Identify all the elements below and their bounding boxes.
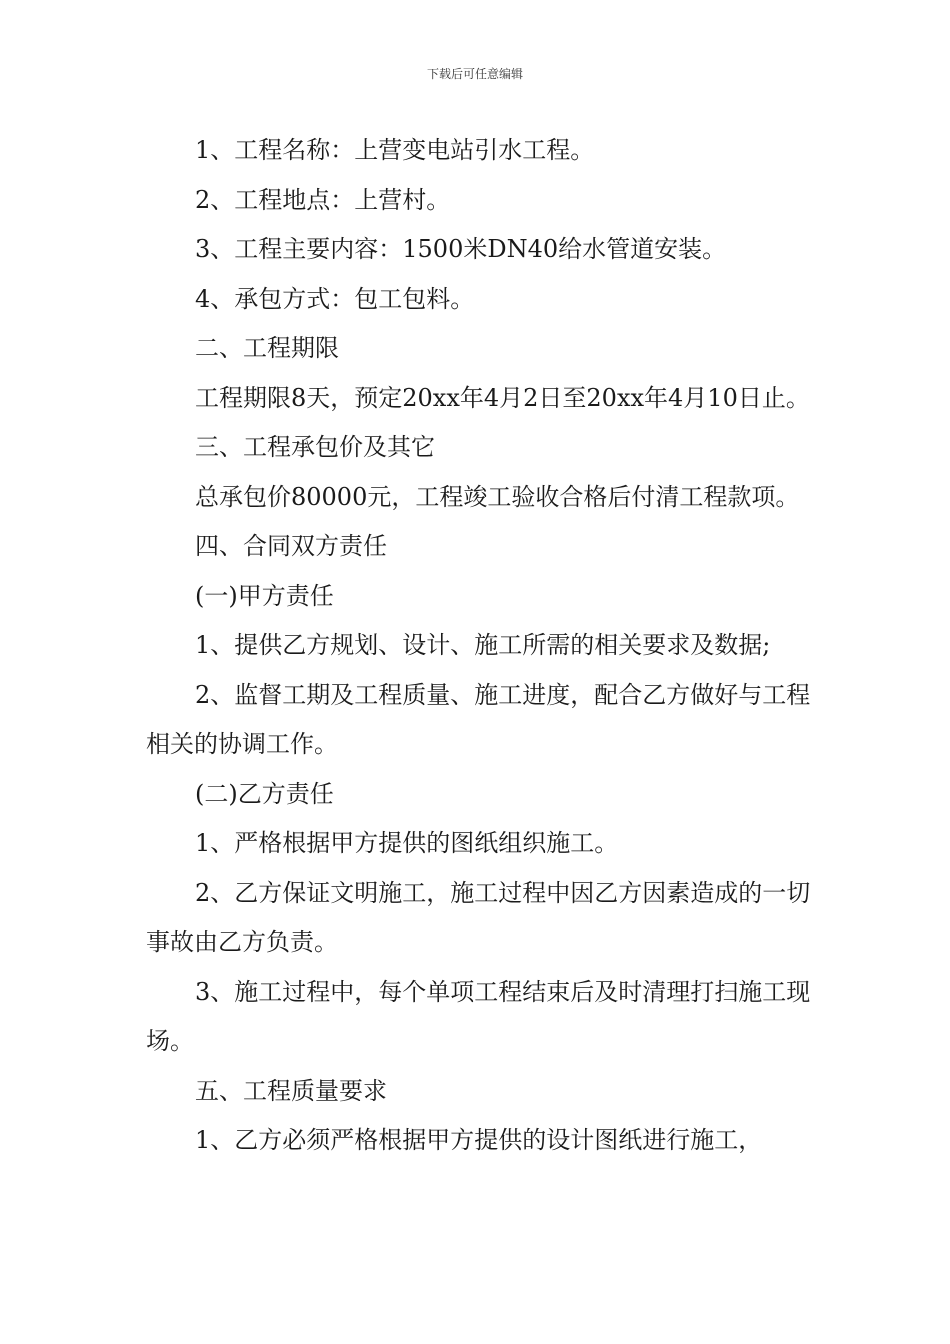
section-heading-price: 三、工程承包价及其它 bbox=[195, 433, 435, 461]
subheading-party-a: (一)甲方责任 bbox=[195, 581, 334, 610]
paragraph-price: 总承包价80000元，工程竣工验收合格后付清工程款项。 bbox=[195, 482, 800, 511]
paragraph-party-b-2: 2、乙方保证文明施工，施工过程中因乙方因素造成的一切事故由乙方负责。 bbox=[146, 878, 811, 956]
paragraph-project-name: 1、工程名称：上营变电站引水工程。 bbox=[195, 136, 595, 164]
paragraph-project-content: 3、工程主要内容：1500米DN40给水管道安装。 bbox=[195, 235, 727, 263]
paragraph-party-a-1: 1、提供乙方规划、设计、施工所需的相关要求及数据; bbox=[195, 631, 771, 659]
subheading-party-b: (二)乙方责任 bbox=[195, 779, 334, 808]
section-heading-period: 二、工程期限 bbox=[195, 334, 339, 362]
page-header: 下载后可任意编辑 bbox=[426, 67, 523, 81]
section-heading-quality: 五、工程质量要求 bbox=[195, 1076, 387, 1105]
paragraph-contract-method: 4、承包方式：包工包料。 bbox=[195, 284, 475, 313]
paragraph-party-b-3: 3、施工过程中，每个单项工程结束后及时清理打扫施工现场。 bbox=[146, 977, 811, 1055]
paragraph-party-a-2: 2、监督工期及工程质量、施工进度，配合乙方做好与工程相关的协调工作。 bbox=[146, 680, 811, 758]
paragraph-quality-1: 1、乙方必须严格根据甲方提供的设计图纸进行施工， bbox=[195, 1126, 763, 1154]
paragraph-period: 工程期限8天，预定20xx年4月2日至20xx年4月10日止。 bbox=[195, 383, 810, 412]
paragraph-project-location: 2、工程地点：上营村。 bbox=[195, 185, 451, 214]
document-body bbox=[146, 126, 811, 1166]
section-heading-responsibilities: 四、合同双方责任 bbox=[195, 532, 387, 560]
paragraph-party-b-1: 1、严格根据甲方提供的图纸组织施工。 bbox=[195, 829, 619, 857]
